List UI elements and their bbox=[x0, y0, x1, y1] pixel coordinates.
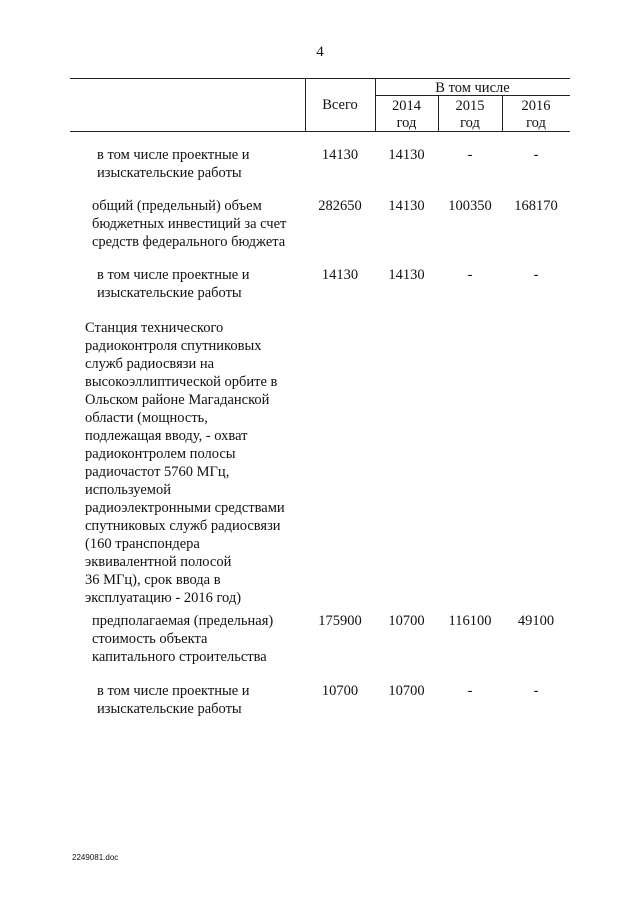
row-1-total: 14130 bbox=[321, 147, 359, 163]
station-description-line: используемой bbox=[85, 482, 171, 498]
row-5-total: 175900 bbox=[318, 613, 362, 629]
row-1-2015: - bbox=[467, 147, 473, 163]
row-6-2015: - bbox=[467, 683, 473, 699]
header-unit-2015: год bbox=[460, 115, 480, 131]
row-6-2014: 10700 bbox=[388, 683, 425, 699]
header-year-2015: 2015 bbox=[455, 98, 485, 114]
station-description-line: высокоэллиптической орбите в bbox=[85, 374, 278, 390]
header-total: Всего bbox=[322, 97, 358, 113]
row-6-total: 10700 bbox=[321, 683, 359, 699]
row-3-2016: - bbox=[533, 267, 539, 283]
row-5-2014: 10700 bbox=[388, 613, 425, 629]
row-5-label bbox=[92, 612, 273, 666]
row-6-2016: - bbox=[533, 683, 539, 699]
station-description-line: подлежащая вводу, - охват bbox=[85, 428, 248, 444]
row-3-2015: - bbox=[467, 267, 473, 283]
row-2-2015: 100350 bbox=[448, 198, 492, 214]
station-description-line: (160 транспондера bbox=[85, 536, 200, 552]
station-description-line: области (мощность, bbox=[85, 410, 208, 426]
row-label-line: средств федерального бюджета bbox=[92, 234, 286, 250]
station-description-line: 36 МГц), срок ввода в bbox=[85, 572, 221, 588]
row-label-line: изыскательские работы bbox=[97, 285, 242, 301]
row-2-2014: 14130 bbox=[388, 198, 425, 214]
row-1-2016: - bbox=[533, 147, 539, 163]
row-label-line: общий (предельный) объем bbox=[92, 198, 262, 214]
station-description-line: радиоэлектронными средствами bbox=[85, 500, 285, 516]
row-5-2016: 49100 bbox=[517, 613, 555, 629]
station-description-line: Ольском районе Магаданской bbox=[85, 392, 270, 408]
station-description-line: эквивалентной полосой bbox=[85, 554, 232, 570]
station-description-line: радиоконтролем полосы bbox=[85, 446, 236, 462]
station-description-line: спутниковых служб радиосвязи bbox=[85, 518, 281, 534]
station-description-line: радиоконтроля спутниковых bbox=[85, 338, 262, 354]
row-label-line: в том числе проектные и bbox=[97, 267, 250, 283]
station-description-line: радиочастот 5760 МГц, bbox=[85, 464, 230, 480]
row-label-line: в том числе проектные и bbox=[97, 147, 250, 163]
header-year-2016: 2016 bbox=[521, 98, 551, 114]
header-unit-2014: год bbox=[396, 115, 417, 131]
row-2-total: 282650 bbox=[318, 198, 362, 214]
row-6-label bbox=[97, 682, 250, 718]
row-label-line: стоимость объекта bbox=[92, 631, 208, 647]
header-year-2014: 2014 bbox=[392, 98, 421, 114]
row-label-line: в том числе проектные и bbox=[97, 683, 250, 699]
row-label-line: изыскательские работы bbox=[97, 165, 242, 181]
row-1-2014: 14130 bbox=[388, 147, 425, 163]
row-label-line: бюджетных инвестиций за счет bbox=[92, 216, 287, 232]
document-id: 2249081.doc bbox=[72, 853, 119, 862]
header-including: В том числе bbox=[435, 80, 510, 96]
row-label-line: капитального строительства bbox=[92, 649, 267, 665]
station-description-line: эксплуатацию - 2016 год) bbox=[85, 590, 242, 606]
row-label-line: предполагаемая (предельная) bbox=[92, 613, 274, 629]
row-1-label bbox=[97, 146, 250, 182]
row-2-label bbox=[92, 197, 286, 251]
row-label-line: изыскательские работы bbox=[97, 701, 242, 717]
page-number: 4 bbox=[316, 44, 324, 60]
station-description bbox=[85, 319, 285, 607]
station-description-line: Станция технического bbox=[85, 320, 224, 336]
row-3-total: 14130 bbox=[321, 267, 359, 283]
row-5-2015: 116100 bbox=[448, 613, 492, 629]
row-2-2016: 168170 bbox=[514, 198, 558, 214]
header-unit-2016: год bbox=[526, 115, 546, 131]
station-description-line: служб радиосвязи на bbox=[85, 356, 215, 372]
row-3-label bbox=[97, 266, 250, 302]
row-3-2014: 14130 bbox=[388, 267, 425, 283]
